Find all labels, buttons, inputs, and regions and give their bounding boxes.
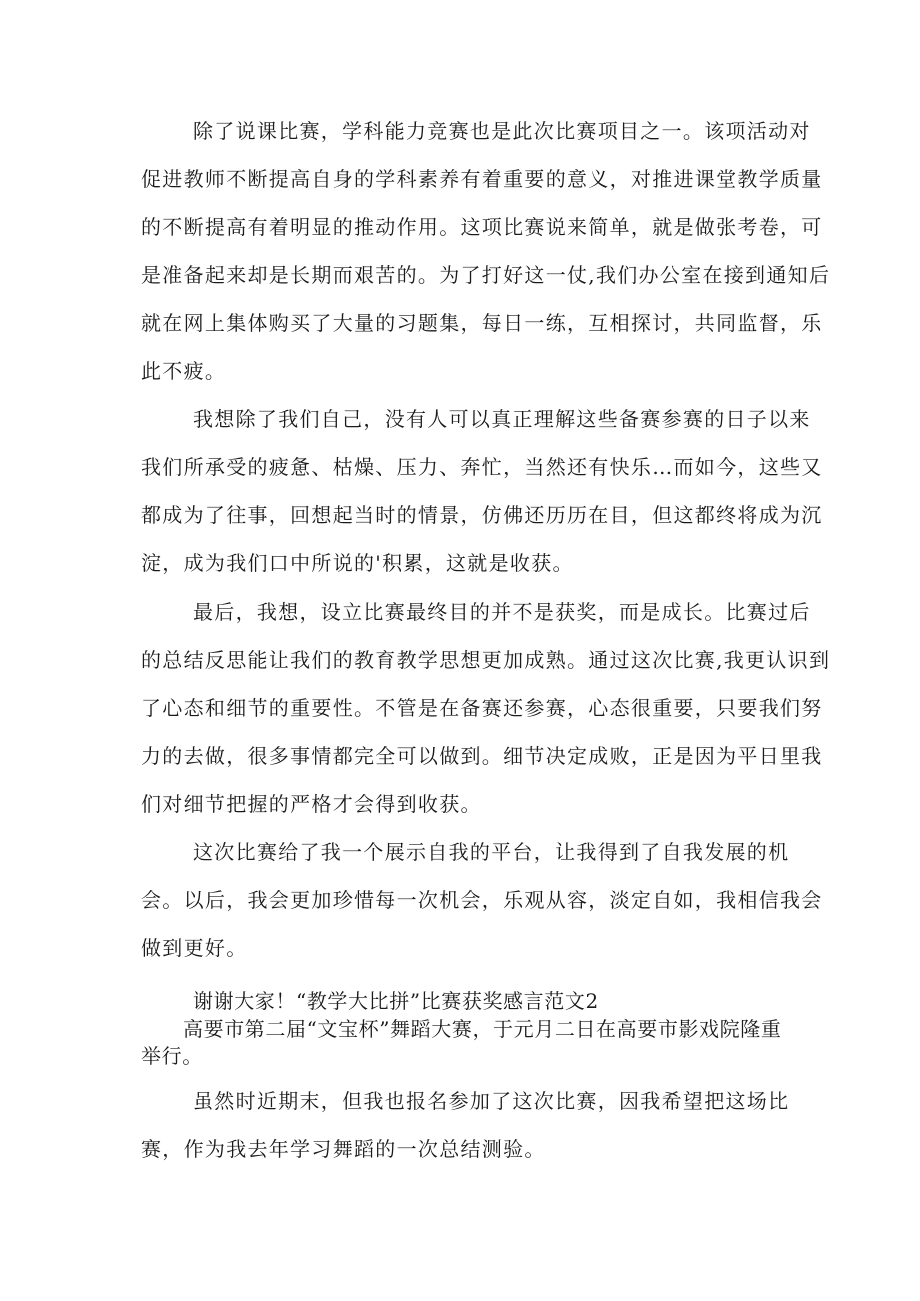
- paragraph-6-line-2: 举行。: [141, 1044, 203, 1068]
- paragraph-2-line-1: 我想除了我们自己，没有人可以真正理解这些备赛参赛的日子以来: [193, 407, 811, 431]
- paragraph-3-line-3: 了心态和细节的重要性。不管是在备赛还参赛，心态很重要，只要我们努: [141, 696, 823, 720]
- paragraph-1-line-1: 除了说课比赛，学科能力竞赛也是此次比赛项目之一。该项活动对: [193, 119, 811, 143]
- paragraph-6-line-1: 高要市第二届“文宝杯”舞蹈大赛，于元月二日在高要市影戏院隆重: [183, 1017, 782, 1041]
- paragraph-2-line-2: 我们所承受的疲惫、枯燥、压力、奔忙，当然还有快乐…而如今，这些又: [141, 455, 823, 479]
- paragraph-2-line-3: 都成为了往事，回想起当时的情景，仿佛还历历在目，但这都终将成为沉: [141, 503, 823, 527]
- paragraph-2-line-4: 淀，成为我们口中所说的'积累，这就是收获。: [141, 551, 574, 575]
- paragraph-4-line-3: 做到更好。: [141, 936, 248, 960]
- paragraph-7-line-1: 虽然时近期末，但我也报名参加了这次比赛，因我希望把这场比: [193, 1089, 790, 1113]
- paragraph-3-line-1: 最后，我想，设立比赛最终目的并不是获奖，而是成长。比赛过后: [193, 600, 811, 624]
- paragraph-1-line-5: 就在网上集体购买了大量的习题集，每日一练，互相探讨，共同监督，乐: [141, 311, 823, 335]
- paragraph-4-line-2: 会。以后，我会更加珍惜每一次机会，乐观从容，淡定自如，我相信我会: [141, 888, 823, 912]
- paragraph-3-line-2: 的总结反思能让我们的教育教学思想更加成熟。通过这次比赛,我更认识到: [141, 648, 831, 672]
- paragraph-3-line-5: 们对细节把握的严格才会得到收获。: [141, 792, 482, 816]
- paragraph-1-line-4: 是准备起来却是长期而艰苦的。为了打好这一仗,我们办公室在接到通知后: [141, 263, 831, 287]
- paragraph-3-line-4: 力的去做，很多事情都完全可以做到。细节决定成败，正是因为平日里我: [141, 744, 823, 768]
- paragraph-1-line-6: 此不疲。: [141, 359, 227, 383]
- paragraph-7-line-2: 赛，作为我去年学习舞蹈的一次总结测验。: [141, 1137, 546, 1161]
- paragraph-1-line-2: 促进教师不断提高自身的学科素养有着重要的意义，对推进课堂教学质量: [141, 167, 823, 191]
- thanks-and-essay-title: 谢谢大家！“教学大比拼”比赛获奖感言范文2: [193, 989, 599, 1013]
- paragraph-1-line-3: 的不断提高有着明显的推动作用。这项比赛说来简单，就是做张考卷，可: [141, 215, 823, 239]
- paragraph-4-line-1: 这次比赛给了我一个展示自我的平台，让我得到了自我发展的机: [193, 840, 790, 864]
